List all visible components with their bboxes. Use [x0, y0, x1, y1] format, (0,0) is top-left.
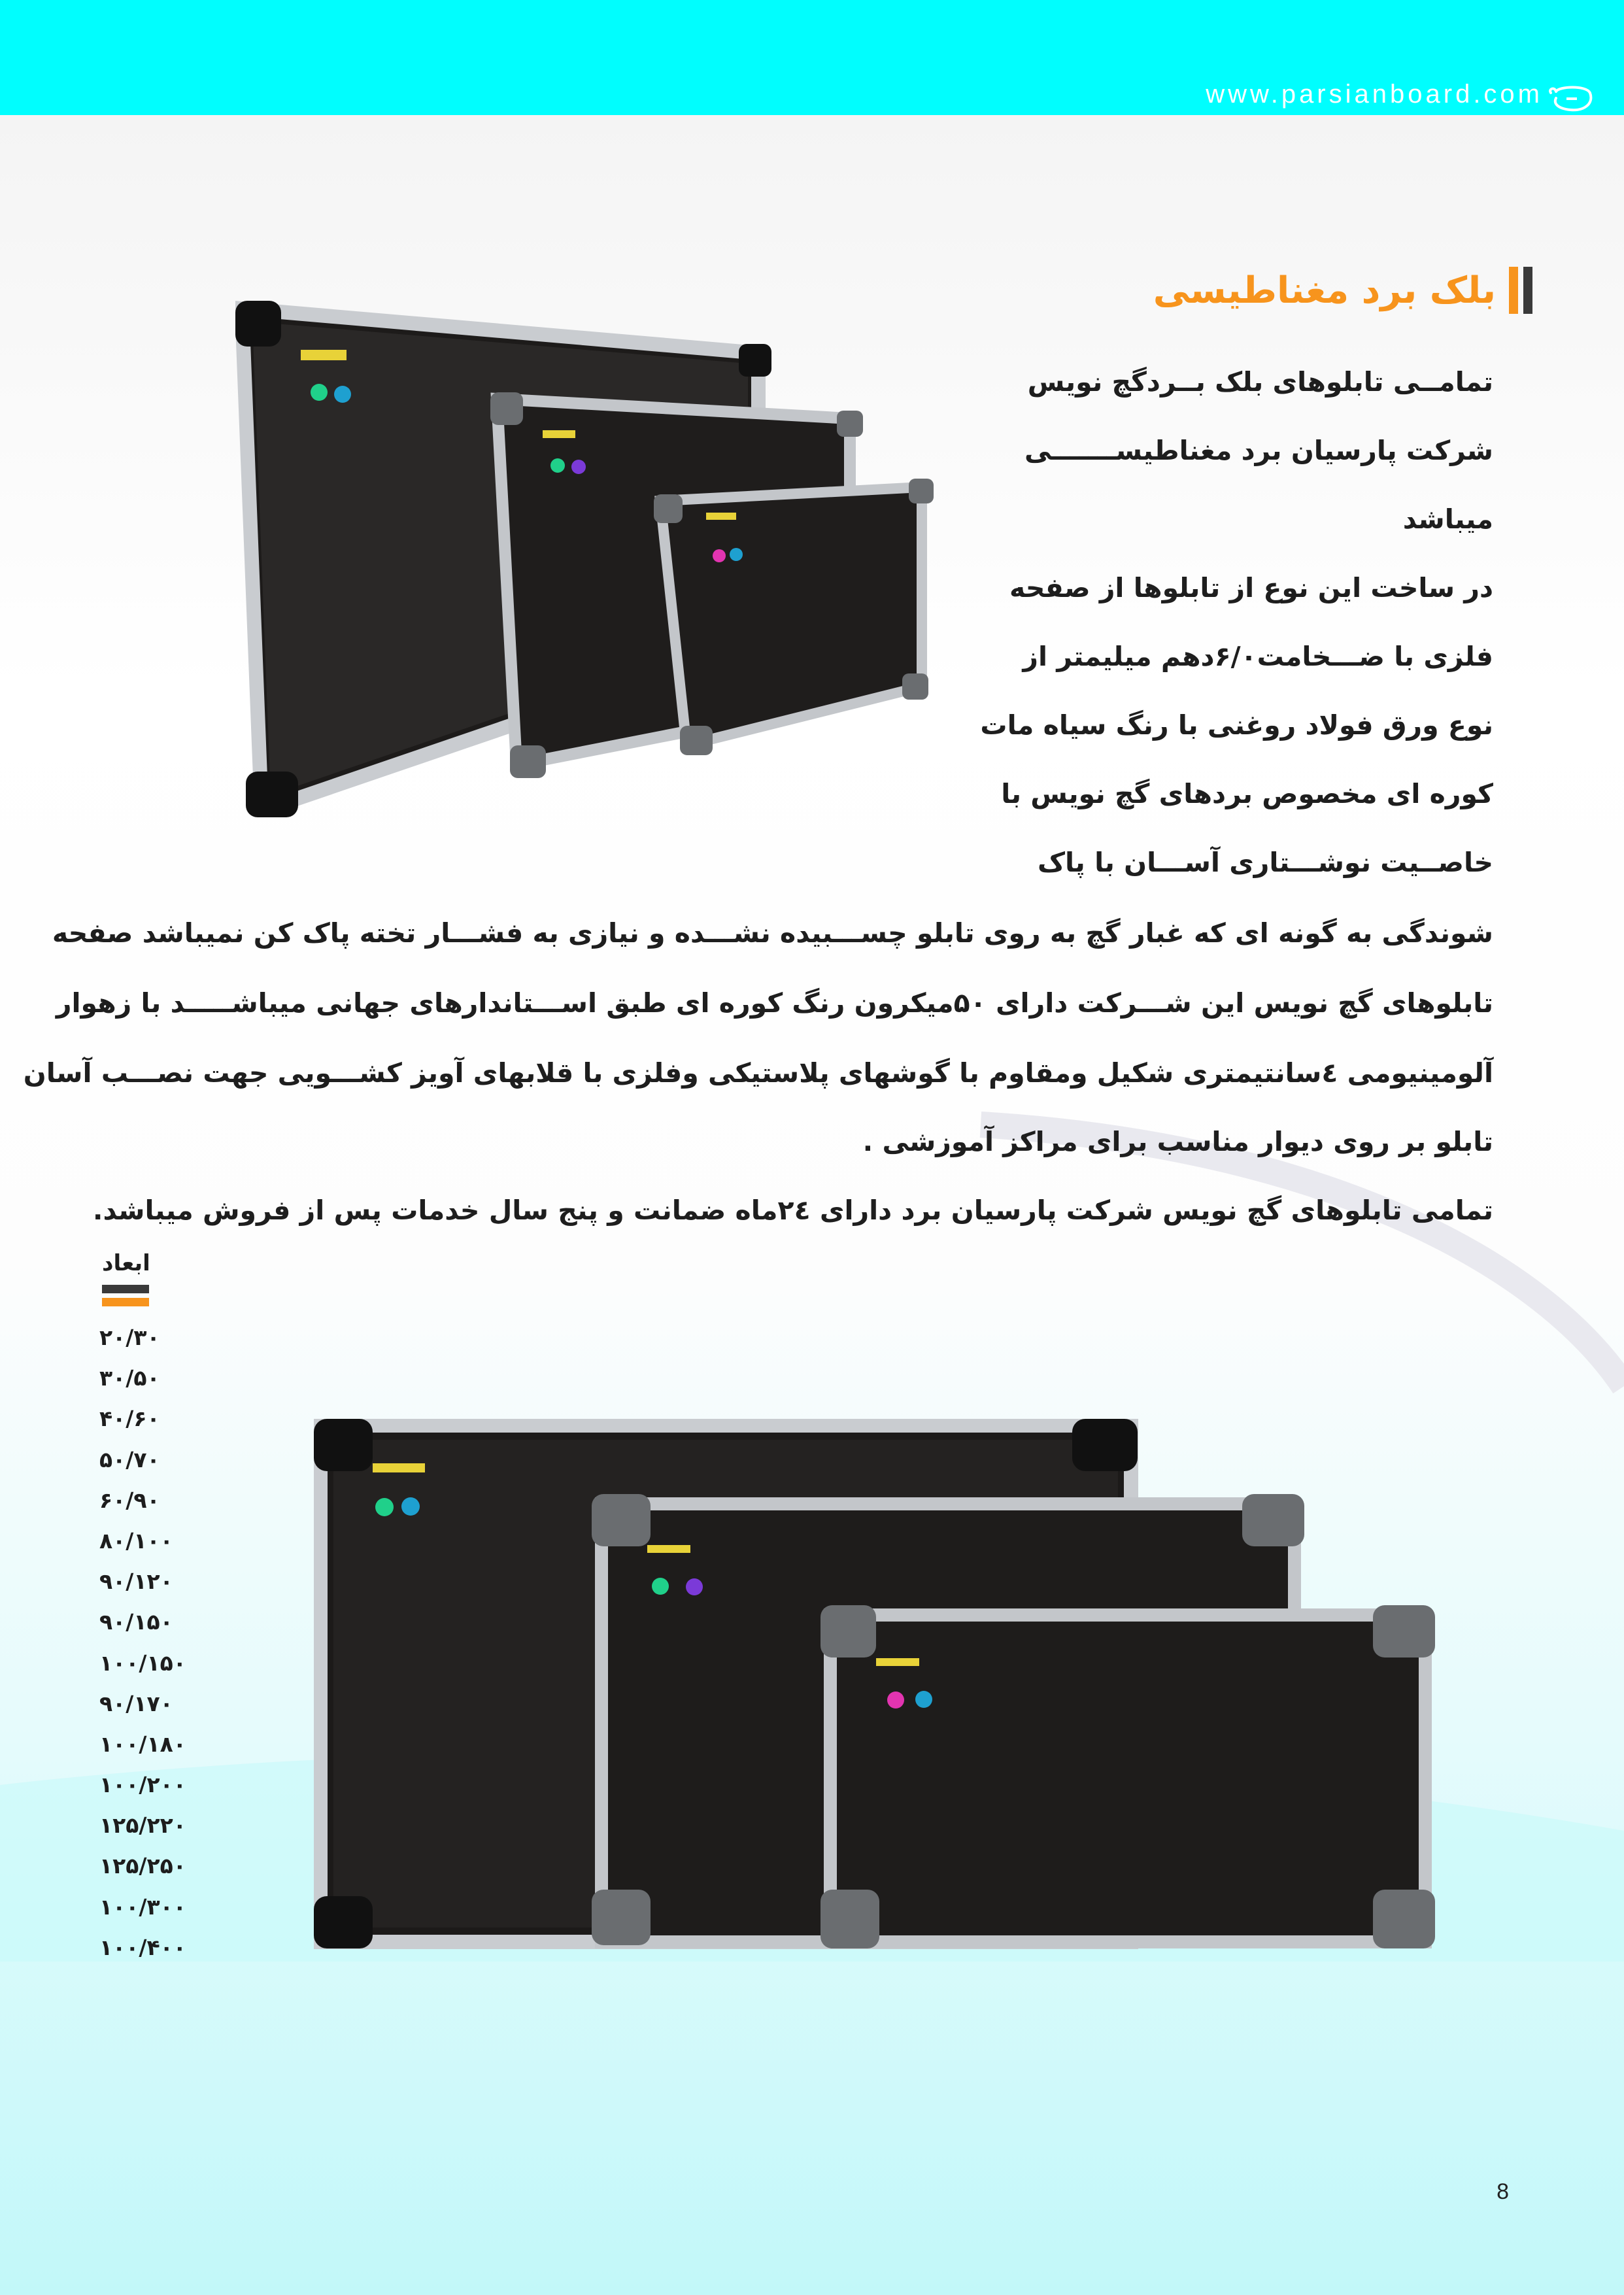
website-url-link[interactable]: www.parsianboard.com	[1206, 80, 1543, 109]
size-item: ۱۰۰/۱۵۰	[99, 1650, 186, 1676]
paragraph-line: آلومینیومی ٤سانتیمتری شکیل ومقاوم با گوشهای پلاستیکی وفلزی با قلابهای آویز کشـــویی جهت نصـــب آسان	[23, 1057, 1493, 1089]
section-title-group	[1153, 267, 1532, 314]
paragraph-line: تمامــی تابلوهای بلک بــردگچ نویس	[1027, 366, 1493, 398]
size-item: ۹۰/۱۷۰	[99, 1690, 173, 1716]
paragraph-line: کوره ای مخصوص بردهای گچ نویس با	[1001, 778, 1493, 809]
size-item: ۱۲۵/۲۲۰	[99, 1812, 186, 1839]
size-item: ۱۰۰/۱۸۰	[99, 1731, 186, 1757]
paragraph-line: خاصــیت نوشـــتاری آســـان با پاک	[1038, 847, 1493, 878]
size-item: ۱۰۰/۲۰۰	[99, 1772, 186, 1798]
size-item: ۹۰/۱۵۰	[99, 1609, 173, 1635]
blackboard-set-front-photo	[314, 1419, 1438, 1955]
size-item: ۳۰/۵۰	[99, 1365, 160, 1391]
size-item: ۱۲۵/۲۵۰	[99, 1853, 186, 1879]
size-item: ۸۰/۱۰۰	[99, 1527, 173, 1554]
size-item: ۲۰/۳۰	[99, 1325, 160, 1350]
parsianboard-logo-icon	[1547, 84, 1594, 114]
title-bar-dark	[1523, 267, 1532, 314]
sizes-title: ابعاد	[102, 1250, 150, 1276]
size-item: ۱۰۰/۳۰۰	[99, 1894, 186, 1920]
paragraph-line: تابلوهای گچ نویس این شـــرکت دارای ۵۰میکرون رنگ کوره ای طبق اســـتاندارهای جهانی میباشـــــد با زهوار	[56, 987, 1493, 1019]
size-item: ۵۰/۷۰	[99, 1446, 160, 1472]
paragraph-line: نوع ورق فولاد روغنی با رنگ سیاه مات	[980, 709, 1493, 741]
size-item: ۱۰۰/۴۰۰	[99, 1934, 186, 1960]
size-item: ۹۰/۱۲۰	[99, 1569, 173, 1595]
size-item: ۶۰/۹۰	[99, 1487, 160, 1513]
title-bar-orange	[1509, 267, 1518, 314]
sizes-underline-orange	[102, 1298, 149, 1306]
paragraph-line: شوندگی به گونه ای که غبار گچ به روی تابلو چســـبیده نشـــده و نیازی به فشـــار تخته پاک کن نمیباشد صفحه	[52, 917, 1493, 949]
paragraph-line: میباشد	[1402, 503, 1493, 535]
paragraph-line: شرکت پارسیان برد مغناطیســـــــی	[1024, 435, 1493, 466]
paragraph-line: در ساخت این نوع از تابلوها از صفحه	[1009, 572, 1493, 604]
sizes-underline-dark	[102, 1285, 149, 1293]
page-number: 8	[1497, 2179, 1509, 2204]
paragraph-line: تمامی تابلوهای گچ نویس شرکت پارسیان برد دارای ٢٤ماه ضمانت و پنج سال خدمات پس از فروش میباشد.	[92, 1195, 1493, 1226]
paragraph-line: فلزی با ضـــخامت۶/۰دهم میلیمتر از	[1023, 641, 1493, 672]
paragraph-line: تابلو بر روی دیوار مناسب برای مراکز آموزشی .	[862, 1126, 1493, 1157]
sizes-list	[99, 1318, 186, 1968]
blackboard-set-angled-photo	[235, 301, 941, 817]
size-item: ۴۰/۶۰	[99, 1406, 160, 1432]
section-title: بلک برد مغناطیسی	[1153, 269, 1496, 312]
